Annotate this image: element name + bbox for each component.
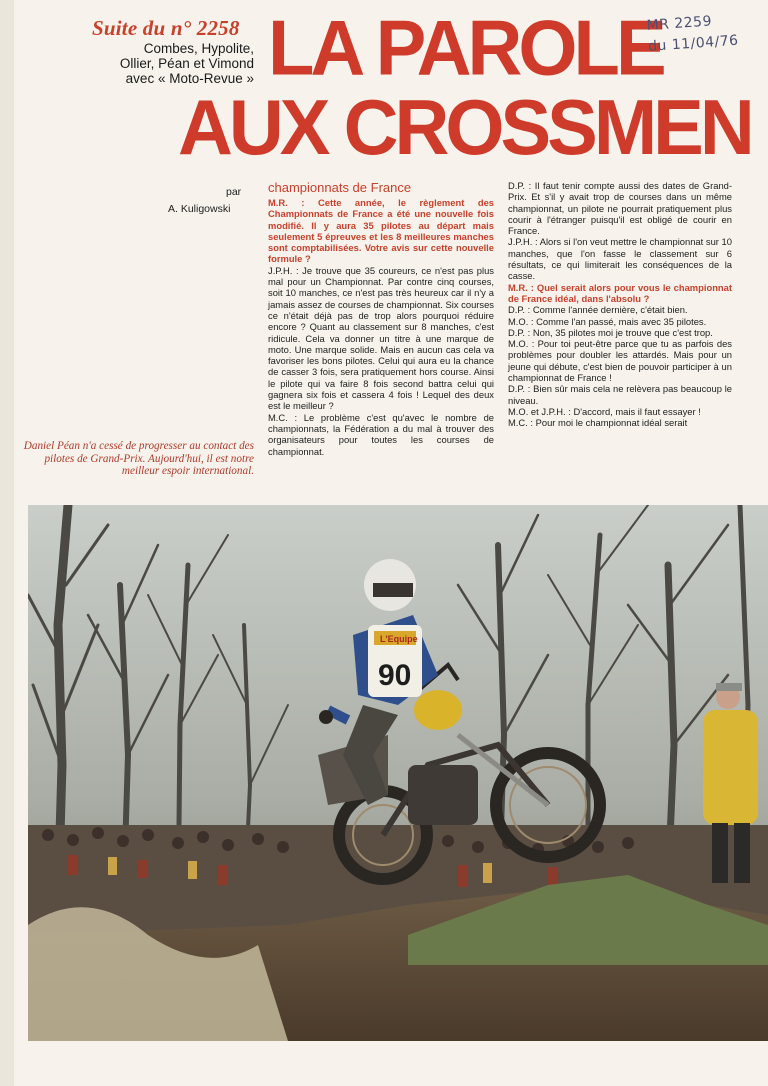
handwritten-note xyxy=(646,10,739,58)
interview-question: M.R. : Quel serait alors pour vous le championnat de France idéal, dans l'absolu ? xyxy=(508,281,732,304)
interview-answer: J.P.H. : Je trouve que 35 coureurs, ce n'est pas plus mal pour un Championnat. Par contre cinq courses, soit 10 manches, ce n'est pas très heureux car il n'y a jamais assez de courses de championnat. Six courses ce n'était déjà pas de trop alors pourquoi réduire encore ? Quant au classement sur 8 manches, c'est ridicule. Cela va donner un titre à une marque de moto. Une marque solide. Mais en aucun cas cela va favoriser les bons pilotes. Celui qui aura eu la chance de casser 3 fois, sera pratiquement hors course. Ainsi le pilote qui va faire 8 fois second battra celui qui gagnera six fois et cassera 4 fois ! Lequel des deux est le meilleur ? xyxy=(268,264,494,412)
interview-question: M.R. : Cette année, le règlement des Championnats de France a été une nouvelle fois modifié. Il y aura 35 pilotes au départ mais seulement 5 épreuves et les 8 meilleures manches sont comptabilisées. Votre avis sur cette nouvelle formule ? xyxy=(268,197,494,265)
photo-illustration xyxy=(28,505,768,1041)
byline-par: par xyxy=(226,186,242,198)
page-edge xyxy=(0,0,14,1086)
interview-answer: M.O. et J.P.H. : D'accord, mais il faut essayer ! xyxy=(508,405,701,417)
interview-answer: J.P.H. : Alors si l'on veut mettre le championnat sur 10 manches, que l'on fasse le classement sur 6 résultats, ce qui limiterait les conséquences de la casse. xyxy=(508,236,732,282)
headline-line-2: AUX CROSSMEN xyxy=(178,84,751,172)
interview-answer: M.O. : Comme l'an passé, mais avec 35 pilotes. xyxy=(508,315,707,327)
suite-label: Suite du n° 2258 xyxy=(92,16,240,40)
section-title: championnats de France xyxy=(268,180,412,195)
photo-caption: Daniel Péan n'a cessé de progresser au contact des pilotes de Grand-Prix. Aujourd'hui, il est notre meilleur espoir international. xyxy=(23,440,254,478)
interview-answer: D.P. : Bien sûr mais cela ne relèvera pas beaucoup le niveau. xyxy=(508,383,732,406)
interview-answer: D.P. : Non, 35 pilotes moi je trouve que c'est trop. xyxy=(508,326,713,338)
interview-answer: D.P. : Il faut tenir compte aussi des dates de Grand-Prix. Et s'il y avait trop de courses dans un même championnat, un pilote ne pourrait pratiquement plus courir à l'étranger puisqu'il est obligé de courir en France. xyxy=(508,180,732,237)
handwritten-date: du 11/04/76 xyxy=(647,32,740,55)
interview-answer: M.C. : Le problème c'est qu'avec le nombre de championnats, la Fédération a du mal à trouver des organisateurs pour toutes les courses de championnat. xyxy=(268,411,494,457)
handwritten-issue: MR 2259 xyxy=(646,13,713,34)
participants-line: Ollier, Péan et Vimond xyxy=(119,56,254,71)
sponsor-text: L'Equipe xyxy=(380,634,418,644)
byline-author: A. Kuligowski xyxy=(168,203,231,215)
interview-answer: M.C. : Pour moi le championnat idéal serait xyxy=(508,417,688,429)
participants-line: avec « Moto-Revue » xyxy=(125,71,254,86)
motocross-photo xyxy=(28,505,768,1041)
interview-answer: D.P. : Comme l'année dernière, c'était bien. xyxy=(508,304,688,316)
interview-answer: M.O. : Pour toi peut-être parce que tu as parfois des problèmes pour doubler les attardés. Mais pour un jeune qui débute, c'est bien de pouvoir participer à un championnat de France ! xyxy=(508,338,732,384)
participants-line: Combes, Hypolite, xyxy=(143,41,254,56)
headline-line-1: LA PAROLE xyxy=(268,4,663,92)
bib-number: 90 xyxy=(378,659,412,692)
article-column-2 xyxy=(508,180,732,429)
article-column-1 xyxy=(268,180,494,457)
